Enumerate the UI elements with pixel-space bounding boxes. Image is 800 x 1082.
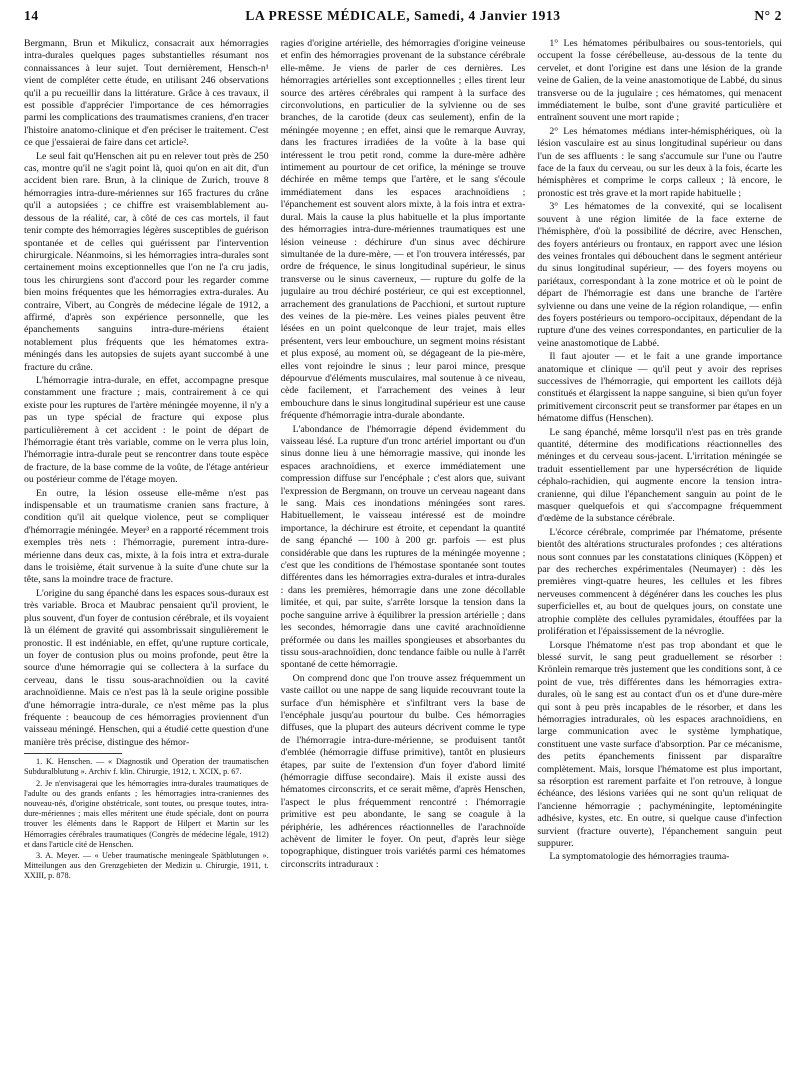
footnote: 1. K. Henschen. — « Diagnostik und Operation der traumatischen Subduralblutung ». Archiv f. klin. Chirurgie, 1912, t. XCIX, p. 67.	[24, 757, 269, 777]
paragraph: 1° Les hématomes péribulbaires ou sous-tentoriels, qui occupent la fosse cérébelleuse, au-dessous de la tente du cervelet, et dont l'origine est dans une lésion de la grande veine de Galien, de la veine anastomotique de Labbé, du sinus transverse ou de la jugulaire ; ces hématomes, qui menacent immédiatement le bulbe, sont d'une gravité particulière et entraînent souvent une mort rapide ;	[537, 38, 783, 124]
running-header	[24, 8, 782, 30]
column-1	[24, 38, 269, 1078]
paragraph: 2° Les hématomes médians inter-hémisphériques, où la lésion vasculaire est au sinus longitudinal supérieur ou dans l'un de ses affluents : le sang s'accumule sur l'une ou l'autre face de la faux du cerveau, ou sur les deux à la fois, écarte les hémisphères et comprime le corps calleux ; là encore, le pronostic est très grave et la mort rapide habituelle ;	[537, 125, 783, 199]
footnote: 3. A. Meyer. — « Ueber traumatische meningeale Spätblutungen ». Mitteilungen aus den Grenzgebieten der Medizin u. Chirurgie, 1911, t. XXIII, p. 878.	[24, 850, 269, 881]
paragraph: L'abondance de l'hémorragie dépend évidemment du vaisseau lésé. La rupture d'un tronc artériel important ou d'un sinus donne lieu à une hémorragie massive, qui inonde les espaces arachnoïdiens, et exerce immédiatement une compression diffuse sur l'encéphale ; c'est alors que, suivant l'expression de Bergmann, on trouve un cerveau nageant dans le sang. Mais ces inondations méningées sont rares. Habituellement, le vaisseau intéressé est de moindre importance, la déchirure est étroite, et cependant la quantité de sang épanché — 100 à 200 gr. parfois — est plus considérable que dans les ruptures de la méningée moyenne ; c'est que les conditions de l'hémostase spontanée sont toutes différentes dans les hémorragies extra-durales et intra-durales : dans les premières, hémorragie dans une zone décollable limitée, et qui, par suite, s'arrête lorsque la tension dans la poche sanguine arrive à équilibrer la pression artérielle ; dans les secondes, hémorragie dans une cavité arachnoïdienne préformée ou dans les mailles spongieuses et absorbantes du tissu sous-arachnoïdien, donc tendance faible ou nulle à l'arrêt spontané de cette hémorragie.	[280, 423, 526, 671]
text-columns	[24, 38, 782, 1078]
paragraph: ragies d'origine artérielle, des hémorragies d'origine veineuse et enfin des hémorragies provenant de la substance cérébrale elle-même. Je viens de parler de ces dernières. Les hémorragies artérielles sont exceptionnelles ; elles tirent leur source des artères cérébrales qui rampent à la surface des circonvolutions, en particulier de la sylvienne ou de ses branches, de la carotide (deux cas seulement), enfin de la méningée moyenne ; en effet, ainsi que le remarque Auvray, dans les fractures irradiées de la voûte à la base qui intéressent le trou petit rond, comme la dure-mère adhère intimement au pourtour de cet orifice, la méninge se trouve déchirée en même temps que l'artère, et le sang s'écoule immédiatement dans les espaces arachnoïdiens ; l'épanchement est souvent alors mixte, à la fois intra et extra-dural. Mais la cause la plus habituelle et la plus importante des hémorragies intra-dure-mériennes traumatiques est une lésion veineuse : déchirure d'un sinus avec déchirure simultanée de la dure-mère, — et l'on trouvera intéressés, par ordre de fréquence, le sinus longitudinal supérieur, le sinus transverse ou le sinus caverneux, — rupture du golfe de la jugulaire au trou déchiré postérieur, ce qui est exceptionnel, arrachement des granulations de Pacchioni, et surtout rupture des veines de la pie-mère. Les veines piales peuvent être lésées en un point quelconque de leur trajet, mais elles présentent, vers leur embouchure, un segment moins résistant et plus exposé, au moment où, se dégageant de la pie-mère, elles vont rejoindre le sinus ; leur paroi mince, presque dépourvue d'éléments musculaires, mal soutenue à ce niveau, cède facilement, et l'arrachement des veines à leur embouchure dans le sinus longitudinal supérieur est une cause fréquente d'hémorragie intra-durale abondante.	[280, 38, 526, 422]
paragraph: La symptomatologie des hémorragies trauma-	[549, 851, 730, 863]
paragraph: On comprend donc que l'on trouve assez fréquemment un vaste caillot ou une nappe de sang liquide recouvrant toute la surface d'un hémisphère et s'infiltrant vers la base de l'encéphale jusqu'au pourtour du bulbe. Ces hémorragies diffuses, que la plupart des auteurs décrivent comme le type de l'hémorragie intra-dure-mérienne, se produisent tantôt d'emblée (hémorragie diffuse primitive), tantôt en plusieurs étapes, par suite de l'extension d'un foyer d'abord limité (hémorragie diffuse secondaire). Mais il existe aussi des hématomes circonscrits, et ce serait même, d'après Henschen, l'aspect le plus fréquemment rencontré : l'hémorragie primitive est peu abondante, le sang se coagule à la périphérie, les adhérences réactionnelles de l'arachnoïde achèvent de limiter le foyer. On peut, d'après leur siège topographique, distinguer trois variétés parmi ces hématomes circonscrits intraduraux :	[280, 672, 526, 870]
paragraph: Il faut ajouter — et le fait a une grande importance anatomique et clinique — qu'il peut y avoir des reprises successives de l'hémorragie, qui emportent les caillots déjà constitués et élargissent la nappe sanguine, si bien qu'un foyer primitivement circonscrit peut se transformer par étapes en un hématome diffus (Henschen).	[537, 351, 783, 425]
footnote: 2. Je n'envisagerai que les hémorragies intra-durales traumatiques de l'adulte ou des grands enfants ; les hémorragies intra-craniennes des nouveau-nés, d'origine obstétricale, sont toutes, ou presque toutes, intra-dure-mériennes ; mais elles méritent une étude spéciale, dont on pourra trouver les éléments dans le Rapport de Hilpert et Martin sur les Hémorragies cérébrales traumatiques (Congrès de médecine légale, 1912) et dans l'article cité de Henschen.	[24, 778, 269, 849]
journal-title: LA PRESSE MÉDICALE, Samedi, 4 Janvier 1913	[245, 8, 561, 23]
issue-number: N° 2	[754, 8, 782, 23]
paragraph: En outre, la lésion osseuse elle-même n'est pas indispensable et un traumatisme cranien sans fracture, à condition qu'il ait quelque violence, peut se compliquer d'hémorragie méningée. Meyer³ en a rapporté récemment trois exemples très nets : l'hémorragie, purement intra-dure-mérienne dans deux cas, mixte, à la fois intra et extra-durale dans le troisième, était survenue à la suite d'une chute sur la tête, sans la moindre trace de fracture.	[24, 487, 269, 586]
column-3	[537, 38, 782, 1078]
paragraph: L'origine du sang épanché dans les espaces sous-duraux est très variable. Broca et Maubrac pensaient qu'il provient, le plus souvent, d'un foyer de contusion cérébrale, et ils voyaient là un élément de gravité qui assombrissait singulièrement le pronostic. Il est indéniable, en effet, qu'une rupture corticale, un foyer de contusion plus ou moins profonde, peut être la source d'une hémorragie qui se collectera à la surface du cerveau, dans le tissu sous-arachnoïdien ou la cavité arachnoïdienne. Mais ce n'est pas là la seule origine possible d'une hémorragie intra-durale, ce n'est même pas la plus fréquente : beaucoup de ces hémorragies proviennent d'un vaisseau méningé. Henschen, qui a étudié cette question d'une manière très précise, distingue des hémor-	[24, 587, 269, 748]
paragraph: Le sang épanché, même lorsqu'il n'est pas en très grande quantité, détermine des modifications réactionnelles des méninges et du cerveau sous-jacent. L'irritation méningée se traduit essentiellement par une hypersécrétion de liquide céphalo-rachidien, qui augmente encore la tension intra-cranienne, qui dilue l'épanchement sanguin au point de le masquer quelquefois et qui s'accompagne fréquemment d'œdème de la substance cérébrale.	[537, 426, 783, 525]
paragraph: Lorsque l'hématome n'est pas trop abondant et que le blessé survit, le sang peut graduellement se résorber : Krönlein remarque très justement que les conditions sont, à ce point de vue, très différentes dans les hémorragies extra-durales, où le sang est au contact d'un os et d'une dure-mère qui sont à peu près incapables de le résorber, et dans les hémorragies intradurales, où les espaces arachnoïdiens, en large communication avec le système lymphatique, constituent une vaste surface d'absorption. Par ce mécanisme, des petits épanchements finissent par disparaître complètement. Mais, lorsque l'hématome est plus important, sa résorption est rarement parfaite et l'on retrouve, à longue échéance, des lésions variées qui ne sont qu'un reliquat de l'ancienne hémorragie ; pachyméningite, leptoméningite adhésive, kystes, etc. En outre, si quelque cause d'infection survient (fracture ouverte), l'épanchement sanguin peut suppurer.	[537, 639, 783, 849]
footnote-divider	[24, 753, 122, 754]
page-number: 14	[24, 8, 39, 23]
paragraph: 3° Les hématomes de la convexité, qui se localisent souvent à une région limitée de la face externe de l'hémisphère, d'où la possibilité de décrire, avec Henschen, des foyers antérieurs ou frontaux, en rapport avec une lésion des veines frontales qui débouchent dans le segment antérieur du sinus longitudinal supérieur, — des foyers moyens ou pariétaux, correspondant à la zone motrice et où le point de départ de l'hémorragie est dans une branche de l'artère sylvienne ou dans une veine de la région rolandique, — enfin des foyers postérieurs ou temporo-occipitaux, dépendant de la rupture d'une des veines correspondantes, en particulier de la veine anastomotique de Labbé.	[537, 201, 783, 349]
column-2	[281, 38, 526, 1078]
paragraph: L'hémorragie intra-durale, en effet, accompagne presque constamment une fracture ; mais, contrairement à ce qui existe pour les ruptures de l'artère méningée moyenne, il n'y a pas un type spécial de fracture qui expose plus particulièrement à cet accident : le point de départ de l'hémorragie étant très variable, comme on le verra plus loin, l'hémorragie intra-durale peut se rencontrer dans toute espèce de fracture, de la base comme de la voûte, de l'étage antérieur ou postérieur comme de l'étage moyen.	[24, 374, 269, 486]
paragraph: Le seul fait qu'Henschen ait pu en relever tout près de 250 cas, montre qu'il ne s'agit point là, quoi qu'on en ait dit, d'un accident bien rare. Brun, à la clinique de Zurich, trouve 8 hémorragies intra-dure-mériennes sur 165 fractures du crâne qu'il a autopsiées ; ce chiffre est vraisemblablement au-dessous de la réalité, car, à côté de ces cas mortels, il faut tenir compte des hémorragies légères susceptibles de guérison spontanée et de celles qui guérissent par l'intervention chirurgicale. Néanmoins, si les hémorragies intra-durales sont certainement moins exceptionnelles que l'on ne l'a cru jadis, tous les chirurgiens sont d'accord pour les regarder comme bien moins fréquentes que les hémorragies extra-durales. Au contraire, Vibert, au Congrès de médecine légale de 1912, a affirmé, d'après son expérience personnelle, que les épanchements sanguins intra-dure-mériens étaient notablement plus fréquents que les hématomes extra-méningés dans les autopsies de sujets ayant succombé à une fracture du crâne.	[24, 150, 269, 373]
paragraph: L'écorce cérébrale, comprimée par l'hématome, présente bientôt des altérations structurales profondes ; ces altérations nous sont connues par les constatations cliniques (Köppen) et par des recherches expérimentales (Neumayer) : dès les premières vingt-quatre heures, les cellules et les fibres nerveuses commencent à dégénérer dans les couches les plus superficielles et, au bout de quelques jours, on constate une atrophie complète des cellules pyramidales, étouffées par la prolifération et l'épaississement de la névroglie.	[537, 526, 783, 638]
paragraph: Bergmann, Brun et Mikulicz, consacrait aux hémorragies intra-durales quelques pages substantielles résumant nos connaissances à leur sujet. Tout dernièrement, Hensch-n¹ vient de compléter cette étude, en utilisant 246 observations qu'il a pu recueillir dans la littérature. Grâce à ces travaux, il est possible d'apprécier l'importance de ces hémorragies parmi les complications des traumatismes craniens, d'en tracer l'histoire anatomo-clinique et d'en préciser le traitement. C'est ce que j'essaierai de faire dans cet article².	[24, 38, 269, 149]
